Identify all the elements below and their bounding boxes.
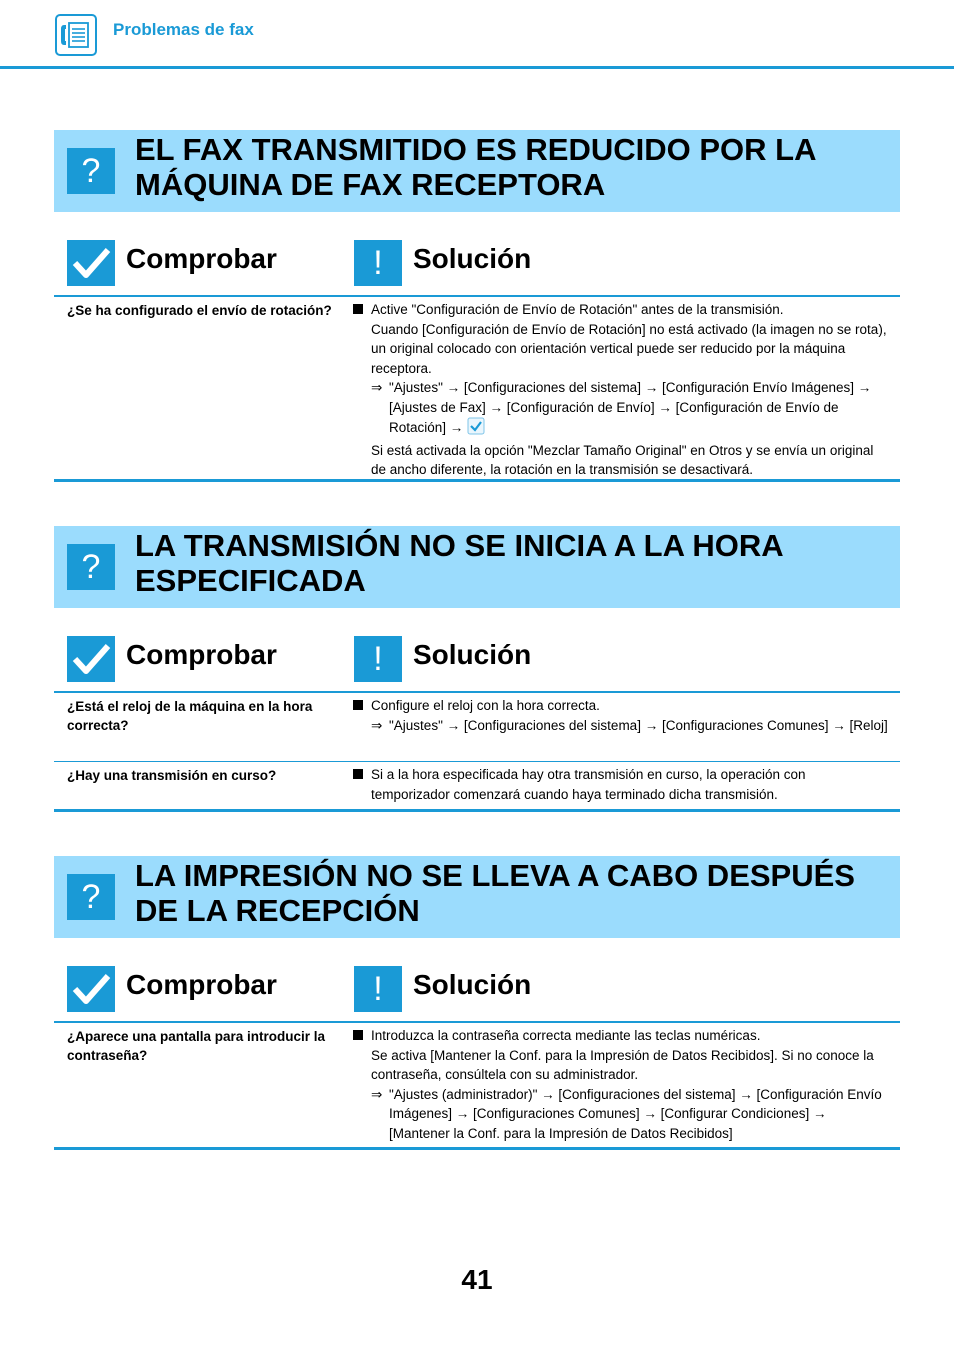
solution-text [353, 1026, 888, 1143]
solution-label: Solución [413, 639, 532, 670]
table-bottom-rule [54, 479, 900, 482]
row-separator [54, 761, 900, 762]
bullet-square-icon [353, 1030, 363, 1040]
solution-bullet: Configure el reloj con la hora correcta. [353, 696, 888, 716]
section-banner [54, 526, 900, 608]
solution-paragraph: Cuando [Configuración de Envío de Rotación] no está activado (la imagen no se rota), un original colocado con orientación vertical puede ser reducido por la máquina receptora. [371, 321, 887, 376]
solution-label: Solución [413, 243, 532, 274]
table-top-rule [54, 295, 900, 297]
exclamation-icon: ! [354, 966, 402, 1012]
fax-icon [55, 14, 97, 56]
question-icon: ? [67, 148, 115, 194]
page-number: 41 [461, 1264, 493, 1295]
header-divider [0, 66, 954, 69]
bullet-square-icon [353, 769, 363, 779]
check-question: ¿Aparece una pantalla para introducir la contraseña? [67, 1029, 326, 1063]
checkmark-icon [67, 636, 115, 682]
table-top-rule [54, 1021, 900, 1023]
table-bottom-rule [54, 809, 900, 812]
page-section-title[interactable]: Problemas de fax [113, 20, 254, 39]
table-top-rule [54, 691, 900, 693]
solution-note: Si está activada la opción "Mezclar Tamaño Original" en Otros y se envía un original de ancho diferente, la rotación en la transmisión se desactivará. [371, 442, 874, 477]
table-bottom-rule [54, 1147, 900, 1150]
bullet-square-icon [353, 304, 363, 314]
section-title: LA TRANSMISIÓN NO SE INICIA A LA HORA ESPECIFICADA [135, 528, 783, 598]
solution-text [353, 300, 888, 480]
checkbox-checked-icon [467, 417, 485, 441]
solution-bullet: Active "Configuración de Envío de Rotación" antes de la transmisión. [353, 300, 888, 320]
check-label: Comprobar [126, 639, 277, 670]
check-question: ¿Hay una transmisión en curso? [67, 768, 277, 783]
solution-text [353, 696, 888, 735]
solution-paragraph: Se activa [Mantener la Conf. para la Impresión de Datos Recibidos]. Si no conoce la contraseña, consúltela con su administrador. [371, 1047, 874, 1082]
section-title: LA IMPRESIÓN NO SE LLEVA A CABO DESPUÉS DE LA RECEPCIÓN [135, 858, 855, 928]
question-icon: ? [67, 874, 115, 920]
exclamation-icon: ! [354, 636, 402, 682]
check-label: Comprobar [126, 243, 277, 274]
check-question: ¿Está el reloj de la máquina en la hora correcta? [67, 699, 313, 733]
solution-bullet: Introduzca la contraseña correcta mediante las teclas numéricas. [353, 1026, 888, 1046]
question-icon: ? [67, 544, 115, 590]
bullet-square-icon [353, 700, 363, 710]
solution-text [353, 765, 888, 804]
exclamation-icon: ! [354, 240, 402, 286]
settings-path: ⇒ "Ajustes" → [Configuraciones del sistema] → [Configuraciones Comunes] → [Reloj] [353, 716, 888, 736]
implies-icon: ⇒ [371, 717, 383, 733]
settings-path: ⇒ "Ajustes (administrador)" → [Configuraciones del sistema] → [Configuración Envío Imágenes] → [Configuraciones Comunes] → [Configurar Condiciones] → [Mantener la Conf. para la Impresión de Datos Recibidos] [371, 1086, 882, 1141]
checkmark-icon [67, 240, 115, 286]
section-banner [54, 856, 900, 938]
section-banner [54, 130, 900, 212]
check-question: ¿Se ha configurado el envío de rotación? [67, 303, 332, 318]
implies-icon: ⇒ [371, 380, 383, 395]
checkmark-icon [67, 966, 115, 1012]
settings-path: ⇒ "Ajustes" → [Configuraciones del sistema] → [Configuración Envío Imágenes] → [Ajustes de Fax] → [Configuración de Envío] → [Configuración de Envío de Rotación] → [353, 378, 888, 441]
implies-icon: ⇒ [371, 1086, 383, 1102]
check-label: Comprobar [126, 969, 277, 1000]
solution-label: Solución [413, 969, 532, 1000]
section-title: EL FAX TRANSMITIDO ES REDUCIDO POR LA MÁQUINA DE FAX RECEPTORA [135, 132, 816, 202]
solution-bullet: Si a la hora especificada hay otra transmisión en curso, la operación con temporizador comenzará cuando haya terminado dicha transmisión. [353, 765, 888, 804]
